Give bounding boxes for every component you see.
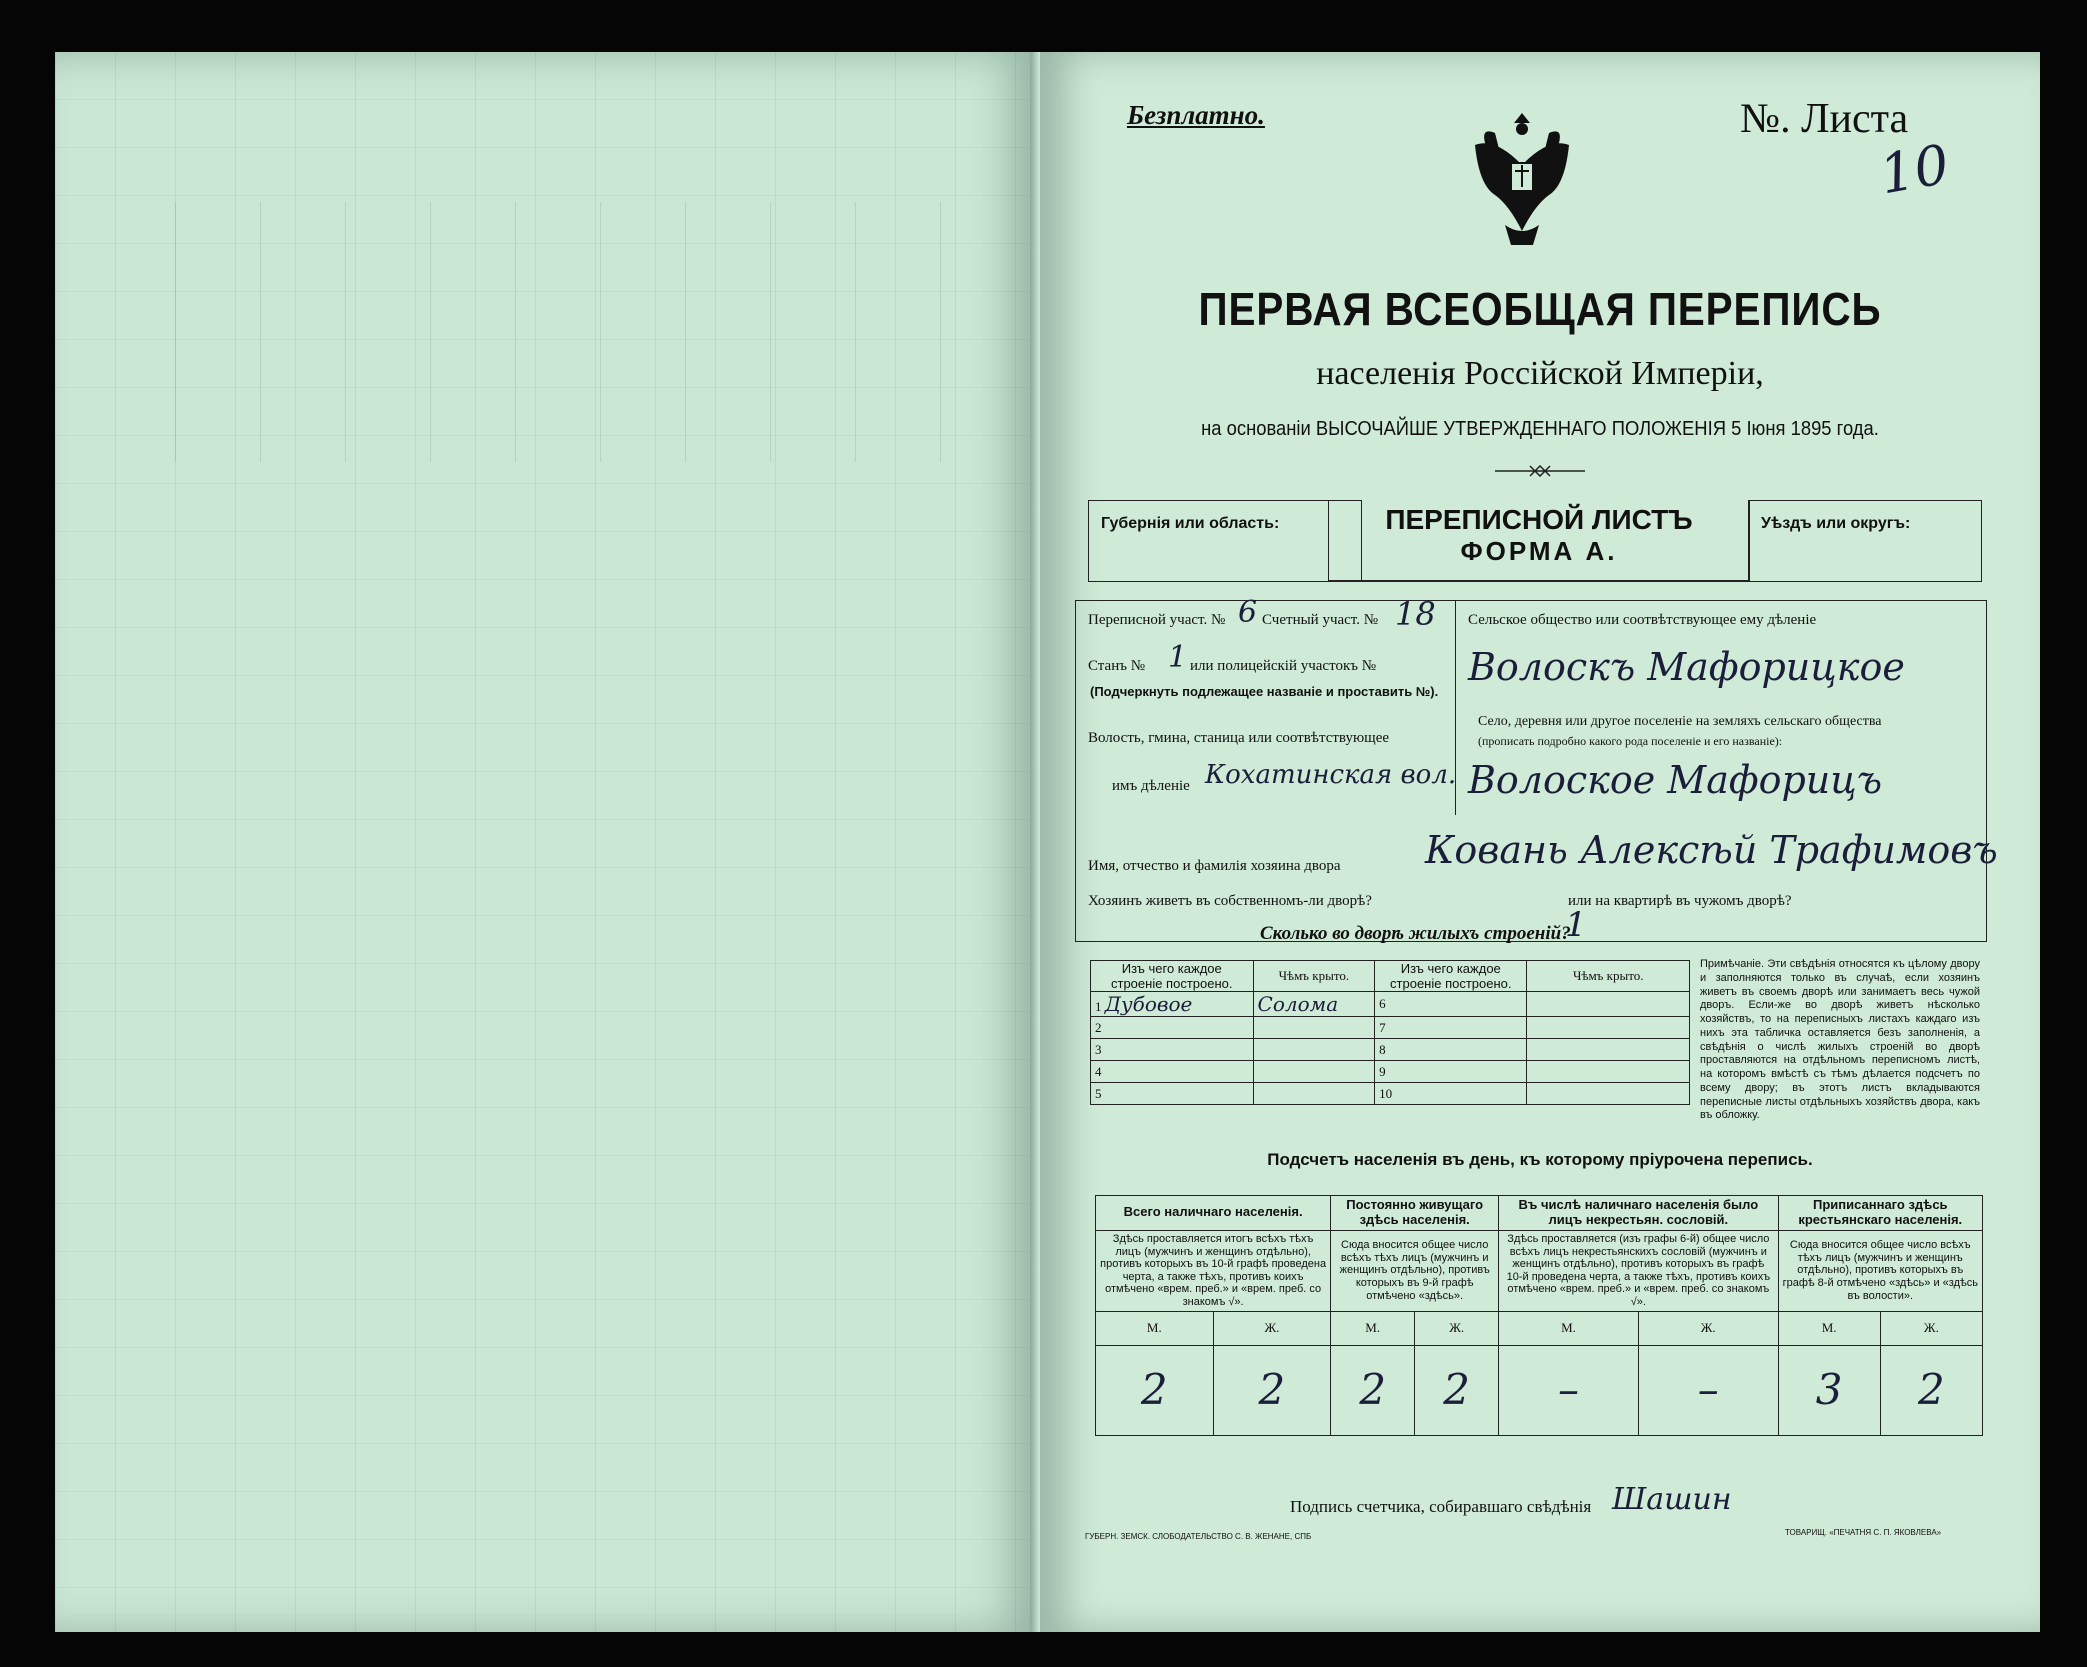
building-roof-cell <box>1527 1017 1690 1039</box>
buildings-table <box>1090 960 1690 1105</box>
district-box <box>1748 500 1982 582</box>
building-material-cell: 5 <box>1091 1083 1254 1105</box>
volost-label-1: Волость, гмина, станица или соотвѣтствующее <box>1088 730 1390 746</box>
form-title-2: ФОРМА А. <box>1460 536 1618 566</box>
population-table <box>1095 1195 1983 1436</box>
buildings-col1: Изъ чего каждое строеніе построено. <box>1091 961 1254 992</box>
own-yard-label: Хозяинъ живетъ въ собственномъ-ли дворѣ? <box>1088 893 1372 909</box>
building-roof-cell <box>1253 1039 1375 1061</box>
male-label: М. <box>1096 1311 1214 1345</box>
owner-label: Имя, отчество и фамилія хозяина двора <box>1088 858 1341 874</box>
pop-col-title: Постоянно живущаго здѣсь населенія. <box>1331 1196 1499 1231</box>
count-area-label: Счетный участ. № <box>1262 612 1379 628</box>
table-row <box>1091 1039 1690 1061</box>
building-roof-cell <box>1253 1083 1375 1105</box>
ornament-divider <box>1495 465 1585 477</box>
building-roof-cell <box>1253 1017 1375 1039</box>
signature-value: Шашин <box>1612 1482 1732 1517</box>
female-label: Ж. <box>1880 1311 1982 1345</box>
underline-note: (Подчеркнуть подлежащее названіе и проставить №). <box>1090 684 1439 699</box>
table-row <box>1091 1061 1690 1083</box>
society-value: Волоскъ Мафорицкое <box>1468 645 1905 689</box>
village-label: Село, деревня или другое поселеніе на земляхъ сельскаго общества <box>1478 714 1882 729</box>
building-material-cell: 8 <box>1375 1039 1527 1061</box>
building-roof-cell <box>1527 1039 1690 1061</box>
census-area-label: Переписной участ. № <box>1088 612 1226 628</box>
building-material-cell: 10 <box>1375 1083 1527 1105</box>
left-page <box>55 52 1040 1632</box>
double-headed-eagle-emblem <box>1465 105 1580 255</box>
village-note: (прописать подробно какого рода поселеніе и его названіе): <box>1478 734 1783 748</box>
table-row <box>1091 992 1690 1017</box>
table-row <box>1091 1017 1690 1039</box>
building-material-cell: 6 <box>1375 992 1527 1017</box>
owner-value: Ковань Алексѣй Трафимовъ <box>1425 828 1998 872</box>
building-material-cell: 7 <box>1375 1017 1527 1039</box>
male-count: – <box>1499 1345 1639 1435</box>
census-subtitle: населенія Россійской Имперіи, <box>1316 355 1764 392</box>
stan-value: 1 <box>1168 640 1188 675</box>
buildings-col2: Чѣмъ крыто. <box>1253 961 1375 992</box>
sheet-number-label: №. Листа <box>1740 96 1909 142</box>
buildings-label: Сколько во дворѣ жилыхъ строеній? <box>1260 923 1571 944</box>
stan-label: Станъ № <box>1088 658 1146 674</box>
buildings-col4: Чѣмъ крыто. <box>1527 961 1690 992</box>
building-roof-cell <box>1527 992 1690 1017</box>
form-title-1: ПЕРЕПИСНОЙ ЛИСТЪ <box>1385 504 1693 535</box>
pop-col-title: Приписаннаго здѣсь крестьянскаго населенія. <box>1778 1196 1982 1231</box>
female-count: 2 <box>1880 1345 1982 1435</box>
female-count: – <box>1638 1345 1778 1435</box>
male-count: 3 <box>1778 1345 1880 1435</box>
pop-col-title: Всего наличнаго населенія. <box>1096 1196 1331 1231</box>
building-material-cell: 9 <box>1375 1061 1527 1083</box>
buildings-value: 1 <box>1565 905 1587 945</box>
sheet-number-value: 10 <box>1875 132 1954 207</box>
table-row <box>1091 1083 1690 1105</box>
male-count: 2 <box>1096 1345 1214 1435</box>
building-roof-cell <box>1253 1061 1375 1083</box>
volost-value: Кохатинская вол. <box>1205 760 1457 790</box>
society-label: Сельское общество или соотвѣтствующее ему дѣленіе <box>1468 612 1817 628</box>
male-count: 2 <box>1331 1345 1415 1435</box>
census-area-value: 6 <box>1238 595 1258 630</box>
count-area-value: 18 <box>1395 595 1436 633</box>
building-material-cell: 2 <box>1091 1017 1254 1039</box>
pop-col-desc: Здѣсь проставляется (изъ графы 6-й) общее число всѣхъ лицъ некрестьянскихъ сословій (мужчинъ и женщинъ отдѣльно), противъ которыхъ въ графѣ 10-й проведена черта, а также тѣхъ, противъ коихъ отмѣчено «врем. преб.» и «врем. преб. со знакомъ √». <box>1499 1230 1778 1311</box>
free-label: Безплатно. <box>1127 100 1265 130</box>
footer-left: ГУБЕРН. ЗЕМСК. СЛОБОДАТЕЛЬСТВО С. В. ЖЕНАНЕ, СПБ <box>1085 1532 1312 1541</box>
province-label: Губернія или область: <box>1101 515 1280 532</box>
pop-col-title: Въ числѣ наличнаго населенія было лицъ некрестьян. сословій. <box>1499 1196 1778 1231</box>
bleed-through-grid <box>175 202 1025 462</box>
building-material-cell: 1 Дубовое <box>1091 992 1254 1017</box>
pop-col-desc: Здѣсь проставляется итогъ всѣхъ тѣхъ лицъ (мужчинъ и женщинъ отдѣльно), противъ которыхъ въ 10-й графѣ проведена черта, а также тѣхъ, противъ коихъ отмѣчено «врем. преб.» и «врем. преб. со знакомъ √». <box>1096 1230 1331 1311</box>
pop-col-desc: Сюда вносится общее число всѣхъ тѣхъ лицъ (мужчинъ и женщинъ отдѣльно), противъ которыхъ въ 9-й графѣ отмѣчено «здѣсь». <box>1331 1230 1499 1311</box>
building-material-cell: 3 <box>1091 1039 1254 1061</box>
building-material-cell: 4 <box>1091 1061 1254 1083</box>
buildings-col3: Изъ чего каждое строеніе построено. <box>1375 961 1527 992</box>
rent-label: или на квартирѣ въ чужомъ дворѣ? <box>1568 893 1792 909</box>
female-label: Ж. <box>1415 1311 1499 1345</box>
male-label: М. <box>1778 1311 1880 1345</box>
building-roof-cell <box>1527 1083 1690 1105</box>
building-roof-cell: Солома <box>1253 992 1375 1017</box>
building-roof-cell <box>1527 1061 1690 1083</box>
male-label: М. <box>1331 1311 1415 1345</box>
female-count: 2 <box>1213 1345 1331 1435</box>
footer-right: ТОВАРИЩ. «ПЕЧАТНЯ С. П. ЯКОВЛЕВА» <box>1785 1528 1942 1537</box>
signature-label: Подпись счетчика, собиравшаго свѣдѣнія <box>1290 1497 1592 1516</box>
female-label: Ж. <box>1213 1311 1331 1345</box>
province-box <box>1088 500 1362 582</box>
note-text: Примѣчаніе. Эти свѣдѣнія относятся къ цѣлому двору и заполняются только въ случаѣ, если хозяинъ живетъ въ своемъ дворѣ или занимаетъ весь чужой дворъ. Если-же во дворѣ живетъ нѣсколько хозяйствъ, то на переписныхъ листахъ каждаго изъ нихъ эта табличка оставляется безъ заполненія, а свѣдѣнія о числѣ жилыхъ строеній во дворѣ проставляются на отдѣльномъ переписномъ листѣ, на которомъ вмѣстѣ съ тѣмъ дѣлается подсчетъ по всему двору; въ этотъ листъ вкладываются переписные листы отдѣльныхъ хозяйствъ двора, какъ въ обложку. <box>1700 958 1980 1122</box>
pop-col-desc: Сюда вносится общее число всѣхъ тѣхъ лицъ (мужчинъ и женщинъ отдѣльно), противъ которыхъ въ графѣ 8-й отмѣчено «здѣсь» и «здѣсь въ волости». <box>1778 1230 1982 1311</box>
volost-label-2: имъ дѣленіе <box>1112 778 1190 794</box>
form-title-box <box>1328 500 1750 582</box>
village-value: Волоское Мафорицъ <box>1468 758 1883 802</box>
female-count: 2 <box>1415 1345 1499 1435</box>
police-label: или полицейскій участокъ № <box>1190 658 1377 674</box>
female-label: Ж. <box>1638 1311 1778 1345</box>
male-label: М. <box>1499 1311 1639 1345</box>
district-label: Уѣздъ или округъ: <box>1761 515 1911 532</box>
legal-basis: на основаніи ВЫСОЧАЙШЕ УТВЕРЖДЕННАГО ПОЛОЖЕНІЯ 5 Іюня 1895 года. <box>1201 418 1879 440</box>
population-heading: Подсчетъ населенія въ день, къ которому пріурочена перепись. <box>1267 1150 1813 1169</box>
census-title: ПЕРВАЯ ВСЕОБЩАЯ ПЕРЕПИСЬ <box>1198 283 1882 335</box>
